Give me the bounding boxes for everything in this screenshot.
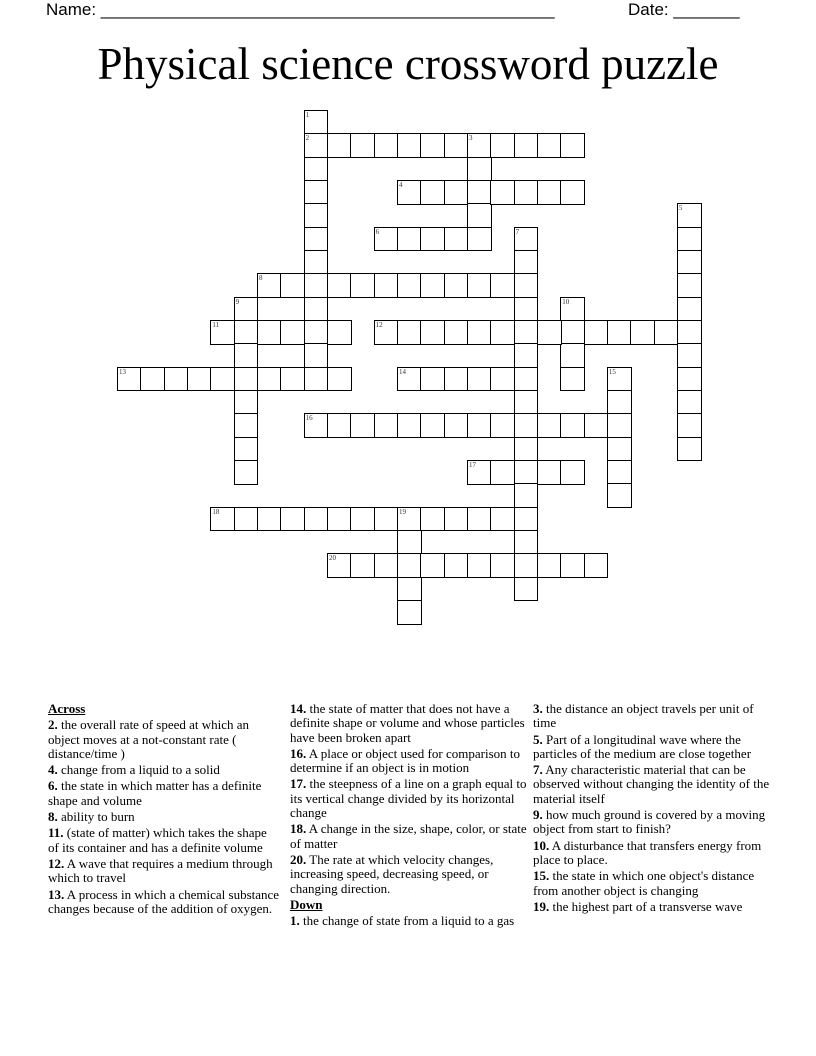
grid-cell[interactable] xyxy=(420,180,445,205)
grid-cell[interactable] xyxy=(514,577,539,602)
grid-cell[interactable] xyxy=(327,273,352,298)
clue xyxy=(533,808,773,837)
grid-cell[interactable] xyxy=(397,367,422,392)
clue-text: A disturbance that transfers energy from place to place. xyxy=(533,837,762,867)
grid-cell[interactable] xyxy=(467,413,492,438)
grid-cell[interactable] xyxy=(444,507,469,532)
grid-cell[interactable] xyxy=(350,553,375,578)
grid-cell[interactable] xyxy=(280,320,305,345)
grid-cell[interactable] xyxy=(677,227,702,252)
cell-number: 1 xyxy=(305,111,310,119)
grid-cell[interactable] xyxy=(490,367,515,392)
clue-number: 2. xyxy=(48,717,58,733)
cell-number: 7 xyxy=(515,227,520,236)
grid-cell[interactable] xyxy=(514,250,539,275)
clue-text: the highest part of a transverse wave xyxy=(552,898,743,914)
grid-cell[interactable] xyxy=(630,320,655,345)
grid-cell[interactable] xyxy=(584,553,609,578)
cell-number: 17 xyxy=(468,460,476,469)
grid-cell[interactable] xyxy=(467,460,492,485)
grid-cell[interactable] xyxy=(514,273,539,298)
down-heading: Down xyxy=(290,896,323,912)
clue xyxy=(48,857,280,886)
grid-cell[interactable] xyxy=(490,413,515,438)
grid-cell[interactable] xyxy=(304,157,329,182)
grid-cell[interactable] xyxy=(584,320,609,345)
grid-cell[interactable] xyxy=(397,180,422,205)
grid-cell[interactable] xyxy=(350,413,375,438)
grid-cell[interactable] xyxy=(304,320,329,345)
clue-text: (state of matter) which takes the shape of its container and has a definite volume xyxy=(48,825,267,855)
clues-column-2 xyxy=(290,702,530,930)
grid-cell[interactable] xyxy=(444,553,469,578)
grid-cell[interactable] xyxy=(304,273,329,298)
name-field-label: Name: ________________________________________________ xyxy=(46,0,555,19)
grid-cell[interactable] xyxy=(560,460,585,485)
grid-cell[interactable] xyxy=(444,367,469,392)
cell-number: 12 xyxy=(375,320,383,329)
clue-text: A wave that requires a medium through which to travel xyxy=(48,855,273,886)
grid-cell[interactable] xyxy=(444,320,469,345)
grid-cell[interactable] xyxy=(304,133,329,158)
clue-text: the distance an object travels per unit of time xyxy=(533,701,754,731)
grid-cell[interactable] xyxy=(397,320,422,345)
cell-number: 14 xyxy=(398,367,406,376)
grid-cell[interactable] xyxy=(327,507,352,532)
grid-cell[interactable] xyxy=(210,320,235,345)
grid-cell[interactable] xyxy=(444,133,469,158)
grid-cell[interactable] xyxy=(420,367,445,392)
grid-cell[interactable] xyxy=(234,507,259,532)
grid-cell[interactable] xyxy=(467,553,492,578)
grid-cell[interactable] xyxy=(677,203,702,228)
grid-cell[interactable] xyxy=(257,273,282,298)
clue xyxy=(533,839,773,868)
grid-cell[interactable] xyxy=(514,390,539,415)
grid-cell[interactable] xyxy=(677,297,702,322)
clue-number: 18. xyxy=(290,821,307,837)
grid-cell[interactable] xyxy=(397,413,422,438)
grid-cell[interactable] xyxy=(304,250,329,275)
grid-cell[interactable] xyxy=(420,273,445,298)
cell-number: 11 xyxy=(212,320,220,329)
grid-cell[interactable] xyxy=(514,413,539,438)
clue xyxy=(290,777,530,820)
grid-cell[interactable] xyxy=(514,460,539,485)
grid-cell[interactable] xyxy=(304,110,329,135)
cell-number: 10 xyxy=(562,297,570,306)
cell-number: 15 xyxy=(608,367,616,376)
grid-cell[interactable] xyxy=(397,577,422,602)
clue-text: the steepness of a line on a graph equal to its vertical change divided by its horizontal change xyxy=(290,776,527,821)
grid-cell[interactable] xyxy=(467,273,492,298)
grid-cell[interactable] xyxy=(374,507,399,532)
grid-cell[interactable] xyxy=(420,227,445,252)
clue xyxy=(533,702,773,731)
page-title: Physical science crossword puzzle xyxy=(97,39,719,89)
grid-cell[interactable] xyxy=(280,367,305,392)
cell-number: 5 xyxy=(678,204,683,213)
clue-number: 14. xyxy=(290,701,307,716)
grid-cell[interactable] xyxy=(234,413,259,438)
clue-text: The rate at which velocity changes, increasing speed, decreasing speed, or changing direction. xyxy=(290,851,494,896)
grid-cell[interactable] xyxy=(374,553,399,578)
grid-cell[interactable] xyxy=(654,320,679,345)
grid-cell[interactable] xyxy=(514,437,539,462)
clue-number: 15. xyxy=(533,868,550,884)
grid-cell[interactable] xyxy=(467,227,492,252)
clue-number: 11. xyxy=(48,825,64,841)
grid-cell[interactable] xyxy=(327,553,352,578)
grid-cell[interactable] xyxy=(304,227,329,252)
clue-number: 10. xyxy=(533,837,550,853)
grid-cell[interactable] xyxy=(397,507,422,532)
cell-number: 6 xyxy=(375,227,380,236)
clue xyxy=(290,822,530,851)
grid-cell[interactable] xyxy=(607,437,632,462)
cell-number: 20 xyxy=(328,554,336,563)
clue xyxy=(290,914,530,928)
grid-cell[interactable] xyxy=(537,413,562,438)
clue-number: 4. xyxy=(48,762,58,778)
clue-number: 1. xyxy=(290,913,300,929)
clue-text: how much ground is covered by a moving object from start to finish? xyxy=(533,807,766,837)
clue-number: 19. xyxy=(533,898,550,914)
grid-cell[interactable] xyxy=(467,203,492,228)
clue-text: A place or object used for comparison to determine if an object is in motion xyxy=(290,745,520,776)
clues-column-1 xyxy=(48,702,280,918)
cell-number: 13 xyxy=(119,367,126,376)
clue xyxy=(48,810,280,824)
grid-cell[interactable] xyxy=(607,483,632,508)
grid-cell[interactable] xyxy=(490,180,515,205)
clue xyxy=(533,869,773,898)
grid-cell[interactable] xyxy=(397,530,422,555)
grid-cell[interactable] xyxy=(350,273,375,298)
grid-cell[interactable] xyxy=(117,367,142,392)
clue xyxy=(533,733,773,762)
cell-number: 18 xyxy=(212,507,220,516)
grid-cell[interactable] xyxy=(327,413,352,438)
grid-cell[interactable] xyxy=(210,367,235,392)
clue-text: the change of state from a liquid to a gas xyxy=(303,913,515,929)
grid-cell[interactable] xyxy=(444,180,469,205)
grid-cell[interactable] xyxy=(537,553,562,578)
grid-cell[interactable] xyxy=(234,320,259,345)
grid-cell[interactable] xyxy=(397,133,422,158)
clue-number: 7. xyxy=(533,762,543,778)
clue-text: the state in which matter has a definite shape and volume xyxy=(48,778,262,808)
grid-cell[interactable] xyxy=(467,367,492,392)
grid-cell[interactable] xyxy=(490,460,515,485)
clue-number: 17. xyxy=(290,776,307,792)
grid-cell[interactable] xyxy=(444,227,469,252)
grid-cell[interactable] xyxy=(514,297,539,322)
grid-cell[interactable] xyxy=(584,413,609,438)
grid-cell[interactable] xyxy=(374,227,399,252)
clue-text: the overall rate of speed at which an object moves at a not-constant rate ( distance/time ) xyxy=(48,717,250,761)
clue-number: 3. xyxy=(533,701,543,716)
across-heading: Across xyxy=(48,701,86,716)
grid-cell[interactable] xyxy=(537,460,562,485)
grid-cell[interactable] xyxy=(374,413,399,438)
grid-cell[interactable] xyxy=(234,390,259,415)
grid-cell[interactable] xyxy=(607,320,632,345)
grid-cell[interactable] xyxy=(374,320,399,345)
grid-cell[interactable] xyxy=(490,133,515,158)
grid-cell[interactable] xyxy=(397,273,422,298)
grid-cell[interactable] xyxy=(257,507,282,532)
grid-cell[interactable] xyxy=(327,133,352,158)
clue-number: 13. xyxy=(48,886,65,902)
clue xyxy=(48,718,280,761)
cell-number: 19 xyxy=(398,507,406,516)
grid-cell[interactable] xyxy=(304,297,329,322)
grid-cell[interactable] xyxy=(677,250,702,275)
grid-cell[interactable] xyxy=(234,367,259,392)
grid-cell[interactable] xyxy=(420,413,445,438)
grid-cell[interactable] xyxy=(257,367,282,392)
grid-cell[interactable] xyxy=(280,507,305,532)
grid-cell[interactable] xyxy=(514,530,539,555)
grid-cell[interactable] xyxy=(514,343,539,368)
clue-text: the state of matter that does not have a definite shape or volume and whose particles have been broken apart xyxy=(290,701,525,745)
grid-cell[interactable] xyxy=(514,227,539,252)
grid-cell[interactable] xyxy=(560,297,585,322)
grid-cell[interactable] xyxy=(397,553,422,578)
clue-text: A change in the size, shape, color, or state of matter xyxy=(290,821,527,851)
grid-cell[interactable] xyxy=(514,320,539,345)
cell-number: 9 xyxy=(235,297,240,306)
grid-cell[interactable] xyxy=(420,553,445,578)
clue-text: change from a liquid to a solid xyxy=(61,762,220,778)
clue xyxy=(533,900,773,914)
grid-cell[interactable] xyxy=(490,273,515,298)
grid-cell[interactable] xyxy=(514,553,539,578)
clue xyxy=(290,747,530,776)
grid-cell[interactable] xyxy=(560,367,585,392)
grid-cell[interactable] xyxy=(514,367,539,392)
clues-column-3 xyxy=(533,702,773,916)
grid-cell[interactable] xyxy=(537,320,562,345)
grid-cell[interactable] xyxy=(467,320,492,345)
clue-number: 12. xyxy=(48,855,65,871)
grid-cell[interactable] xyxy=(467,133,492,158)
cell-number: 3 xyxy=(468,134,473,143)
grid-cell[interactable] xyxy=(304,507,329,532)
clue-text: Any characteristic material that can be observed without changing the identity of the material itself xyxy=(533,762,770,806)
grid-cell[interactable] xyxy=(677,273,702,298)
grid-cell[interactable] xyxy=(607,460,632,485)
header xyxy=(46,0,746,20)
grid-cell[interactable] xyxy=(537,180,562,205)
grid-cell[interactable] xyxy=(467,180,492,205)
grid-cell[interactable] xyxy=(444,273,469,298)
clue-number: 5. xyxy=(533,731,543,747)
clue xyxy=(533,763,773,806)
grid-cell[interactable] xyxy=(304,413,329,438)
grid-cell[interactable] xyxy=(677,343,702,368)
grid-cell[interactable] xyxy=(327,367,352,392)
grid-cell[interactable] xyxy=(467,507,492,532)
clue xyxy=(290,702,530,745)
grid-cell[interactable] xyxy=(490,507,515,532)
grid-cell[interactable] xyxy=(560,320,585,345)
clue-number: 9. xyxy=(533,807,543,823)
grid-cell[interactable] xyxy=(560,133,585,158)
grid-cell[interactable] xyxy=(420,133,445,158)
clue xyxy=(48,888,280,917)
grid-cell[interactable] xyxy=(420,507,445,532)
grid-cell[interactable] xyxy=(234,297,259,322)
clue-text: Part of a longitudinal wave where the particles of the medium are close together xyxy=(533,731,752,761)
grid-cell[interactable] xyxy=(514,180,539,205)
grid-cell[interactable] xyxy=(140,367,165,392)
grid-cell[interactable] xyxy=(677,367,702,392)
grid-cell[interactable] xyxy=(164,367,189,392)
grid-cell[interactable] xyxy=(304,367,329,392)
clue xyxy=(48,763,280,777)
grid-cell[interactable] xyxy=(677,437,702,462)
cell-number: 16 xyxy=(305,414,313,423)
grid-cell[interactable] xyxy=(374,273,399,298)
clue-number: 8. xyxy=(48,809,58,825)
grid-cell[interactable] xyxy=(420,320,445,345)
grid-cell[interactable] xyxy=(257,320,282,345)
grid-cell[interactable] xyxy=(397,227,422,252)
grid-cell[interactable] xyxy=(607,413,632,438)
grid-cell[interactable] xyxy=(234,460,259,485)
grid-cell[interactable] xyxy=(537,133,562,158)
cell-number: 2 xyxy=(305,134,310,143)
grid-cell[interactable] xyxy=(467,157,492,182)
grid-cell[interactable] xyxy=(304,343,329,368)
grid-cell[interactable] xyxy=(187,367,212,392)
grid-cell[interactable] xyxy=(560,413,585,438)
grid-cell[interactable] xyxy=(514,483,539,508)
clue-text: the state in which one object's distance from another object is changing xyxy=(533,868,755,898)
grid-cell[interactable] xyxy=(677,390,702,415)
clue xyxy=(48,779,280,808)
grid-cell[interactable] xyxy=(514,133,539,158)
grid-cell[interactable] xyxy=(514,507,539,532)
grid-cell[interactable] xyxy=(350,133,375,158)
grid-cell[interactable] xyxy=(304,180,329,205)
grid-cell[interactable] xyxy=(397,600,422,625)
clue-number: 16. xyxy=(290,745,307,761)
grid-cell[interactable] xyxy=(374,133,399,158)
grid-cell[interactable] xyxy=(280,273,305,298)
clue-number: 20. xyxy=(290,851,307,867)
grid-cell[interactable] xyxy=(607,390,632,415)
clue-text: ability to burn xyxy=(61,809,135,825)
clue xyxy=(48,826,280,855)
cell-number: 4 xyxy=(398,180,403,189)
clue-number: 6. xyxy=(48,778,58,794)
grid-cell[interactable] xyxy=(327,320,352,345)
grid-cell[interactable] xyxy=(490,553,515,578)
clue xyxy=(290,853,530,896)
grid-cell[interactable] xyxy=(677,320,702,345)
grid-cell[interactable] xyxy=(234,343,259,368)
grid-cell[interactable] xyxy=(607,367,632,392)
grid-cell[interactable] xyxy=(234,437,259,462)
cell-number: 8 xyxy=(258,274,263,283)
grid-cell[interactable] xyxy=(444,413,469,438)
grid-cell[interactable] xyxy=(560,180,585,205)
grid-cell[interactable] xyxy=(350,507,375,532)
grid-cell[interactable] xyxy=(560,553,585,578)
grid-cell[interactable] xyxy=(210,507,235,532)
grid-cell[interactable] xyxy=(304,203,329,228)
clue-text: A process in which a chemical substance changes because of the addition of oxygen. xyxy=(48,886,280,916)
date-field-label: Date: _______ xyxy=(628,0,740,19)
grid-cell[interactable] xyxy=(677,413,702,438)
grid-cell[interactable] xyxy=(560,343,585,368)
grid-cell[interactable] xyxy=(490,320,515,345)
